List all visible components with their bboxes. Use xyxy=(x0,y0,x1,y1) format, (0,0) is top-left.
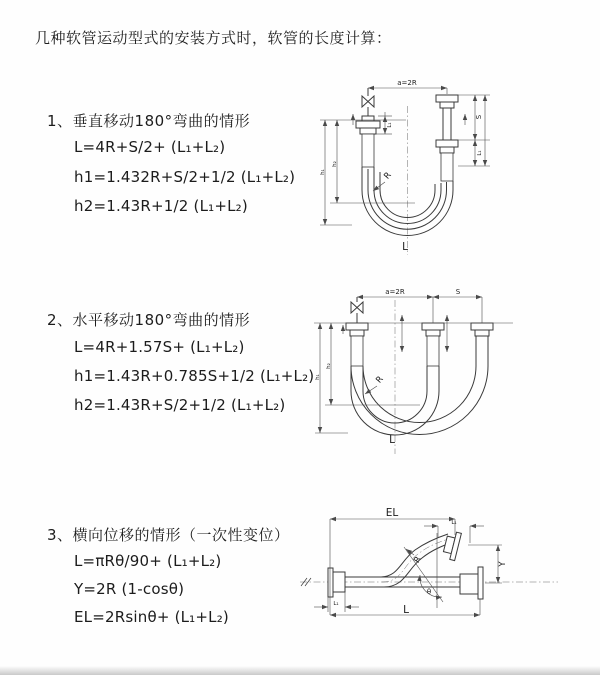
dim-label-R: R xyxy=(382,170,394,182)
dim-label-h2: h₂ xyxy=(326,363,332,369)
section-2-formula-h1: h1=1.43R+0.785S+1/2 (L₁+L₂) xyxy=(74,367,315,385)
dimension-lines xyxy=(320,88,490,225)
dim-label-h1: h₁ xyxy=(315,374,321,380)
dim-label-a2R: a=2R xyxy=(397,79,417,87)
dim-label-theta: θ xyxy=(426,588,432,596)
dim-label-EL: EL xyxy=(385,507,399,519)
dim-label-L: L xyxy=(403,604,409,616)
dim-label-Y: Y xyxy=(498,561,508,567)
dim-label-S: S xyxy=(455,288,461,296)
section-3-formula-EL: EL=2Rsinθ+ (L₁+L₂) xyxy=(74,608,229,626)
section-1-formula-L: L=4R+S/2+ (L₁+L₂) xyxy=(74,138,226,156)
section-3-formula-L: L=πRθ/90+ (L₁+L₂) xyxy=(74,552,222,570)
dim-label-h2: h₂ xyxy=(332,161,338,167)
dim-label-L1-bottom: L₁ xyxy=(333,601,339,607)
dimension-lines xyxy=(314,297,513,433)
hose-drawing xyxy=(301,530,483,599)
section-1-formula-h1: h1=1.432R+S/2+1/2 (L₁+L₂) xyxy=(74,168,296,186)
section-3-heading: 3、横向位移的情形（一次性变位） xyxy=(47,526,290,544)
diagram-lateral-displacement xyxy=(296,505,576,640)
section-1-formula-h2: h2=1.43R+1/2 (L₁+L₂) xyxy=(74,197,248,215)
dim-label-L: L xyxy=(402,241,408,253)
section-2-formula-h2: h2=1.43R+S/2+1/2 (L₁+L₂) xyxy=(74,396,286,414)
dim-label-R: R xyxy=(374,374,386,386)
dim-label-L1-top: L₁ xyxy=(451,520,457,526)
section-3-formula-Y: Y=2R (1-cosθ) xyxy=(74,580,185,598)
dim-label-a2R: a=2R xyxy=(385,288,405,296)
section-2-heading: 2、水平移动180°弯曲的情形 xyxy=(47,311,251,329)
hose-drawing xyxy=(346,297,493,435)
section-2-formula-L: L=4R+1.57S+ (L₁+L₂) xyxy=(74,338,245,356)
diagram-vertical-180-bend xyxy=(312,72,497,267)
valve-icon xyxy=(351,302,363,313)
page-bottom-scan-shadow xyxy=(0,666,600,675)
valve-icon xyxy=(362,96,374,107)
section-1-heading: 1、垂直移动180°弯曲的情形 xyxy=(47,112,251,130)
dim-label-L1-right: L₁ xyxy=(477,150,483,156)
diagram-horizontal-180-bend xyxy=(308,282,538,472)
dim-label-h1: h₁ xyxy=(320,169,326,175)
dim-label-R: R xyxy=(412,554,424,566)
hose-drawing xyxy=(356,88,458,236)
dim-label-S: S xyxy=(475,114,483,120)
dimension-lines xyxy=(314,519,502,615)
page-title: 几种软管运动型式的安装方式时，软管的长度计算： xyxy=(35,29,392,47)
dim-label-L: L xyxy=(389,434,395,446)
dim-label-L1-left: L₁ xyxy=(387,122,393,128)
